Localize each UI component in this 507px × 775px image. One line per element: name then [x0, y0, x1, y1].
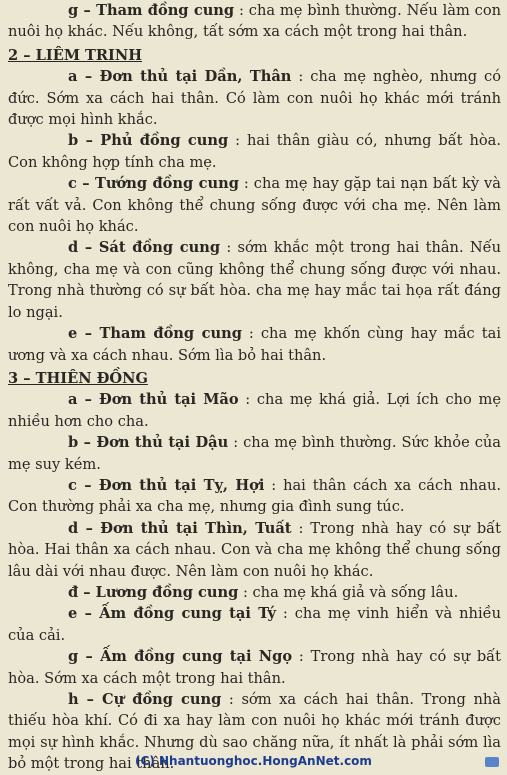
paragraph: [0, 237, 507, 323]
paragraph: [0, 389, 507, 432]
entry-text: : cha mẹ bình thường. Sức khỏe của mẹ suy kém.: [8, 434, 501, 473]
entry-text: : sớm xa cách hai thân. Trong nhà thiếu hòa khí. Có đi xa hay làm con nuôi họ khác mới tránh được mọi sự hình khắc. Nhưng dù sao chăng nữa, ít nhất là phải sớm lìa bỏ một trong hai thân.: [8, 691, 501, 773]
entry-title: a – Đơn thủ tại Dần, Thân: [68, 68, 292, 86]
entry-title: a – Đơn thủ tại Mão: [68, 391, 239, 409]
entry-text: : hai thân cách xa cách nhau. Con thường phải xa cha mẹ, nhưng gia đình sung túc.: [8, 476, 501, 516]
entry-text: : cha mẹ khá giả và sống lâu.: [238, 583, 459, 601]
entry-title: e – Tham đồng cung: [68, 325, 242, 343]
entry-text: : cha mẹ hay gặp tai nạn bất kỳ và rất vất vả. Con không thể chung sống được với cha mẹ. Nên làm con nuôi họ khác.: [8, 175, 501, 236]
paragraph: [0, 66, 507, 130]
paragraph: [0, 518, 507, 582]
paragraph: [0, 432, 507, 475]
entry-tham-dong-cung: [0, 0, 507, 43]
entry-title: h – Cự đồng cung: [68, 691, 222, 708]
paragraph: [0, 323, 507, 366]
copyright-footer: (C) Nhantuonghoc.HongAnNet.com: [135, 754, 372, 768]
section-heading-thien-dong: 3 – THIÊN ĐỒNG: [8, 369, 148, 387]
corner-badge-icon: [485, 757, 499, 767]
entry-title: đ – Lương đồng cung: [68, 583, 239, 601]
paragraph: [0, 130, 507, 173]
entry-title: d – Đơn thủ tại Thìn, Tuất: [68, 519, 292, 537]
paragraph: [0, 0, 507, 43]
entry-title: b – Đơn thủ tại Dậu: [68, 434, 229, 452]
paragraph: [0, 646, 507, 689]
entry-text: : cha mẹ nghèo, nhưng có đức. Sớm xa cách hai thân. Có làm con nuôi họ khác mới tránh được mọi hình khắc.: [8, 68, 501, 129]
entry-text: : cha mẹ khá giả. Lợi ích cho mẹ nhiều hơn cho cha.: [8, 391, 501, 430]
entry-title: b – Phủ đồng cung: [68, 132, 229, 150]
entry-title: e – Ấm đồng cung tại Tý: [68, 605, 277, 623]
entry-text: : cha mẹ khốn cùng hay mắc tai ương và xa cách nhau. Sớm lìa bỏ hai thân.: [8, 325, 501, 364]
paragraph: [0, 603, 507, 646]
entry-text: : Trong nhà hay có sự bất hòa. Sớm xa cách một trong hai thân.: [8, 648, 501, 687]
entry-text: : cha mẹ bình thường. Nếu làm con nuôi họ khác. Nếu không, tất sớm xa cách một trong hai thân.: [8, 2, 502, 41]
paragraph: [0, 173, 507, 237]
entry-text: : sớm khắc một trong hai thân. Nếu không, cha mẹ và con cũng không thể chung sống được với nhau. Trong nhà thường có sự bất hòa. cha mẹ hay mắc tai họa rất đáng lo ngại.: [8, 239, 501, 321]
paragraph: [0, 475, 507, 518]
entry-text: : hai thân giàu có, nhưng bất hòa. Con không hợp tính cha mẹ.: [8, 132, 501, 171]
entry-title: g – Ấm đồng cung tại Ngọ: [68, 648, 293, 666]
entry-text: : Trong nhà hay có sự bất hòa. Hai thân xa cách nhau. Con và cha mẹ không thể chung sống lâu dài với nhau được. Nên làm con nuôi họ khác.: [8, 519, 501, 580]
entry-title: c – Đơn thủ tại Tỵ, Hợi: [68, 476, 265, 494]
entry-title: g – Tham đồng cung: [68, 2, 235, 19]
entry-title: c – Tướng đồng cung: [68, 175, 239, 193]
entry-text: : cha mẹ vinh hiển và nhiều của cải.: [8, 605, 501, 644]
paragraph: [0, 582, 507, 603]
entry-title: d – Sát đồng cung: [68, 239, 221, 257]
section-heading-liem-trinh: 2 – LIÊM TRINH: [8, 46, 143, 64]
